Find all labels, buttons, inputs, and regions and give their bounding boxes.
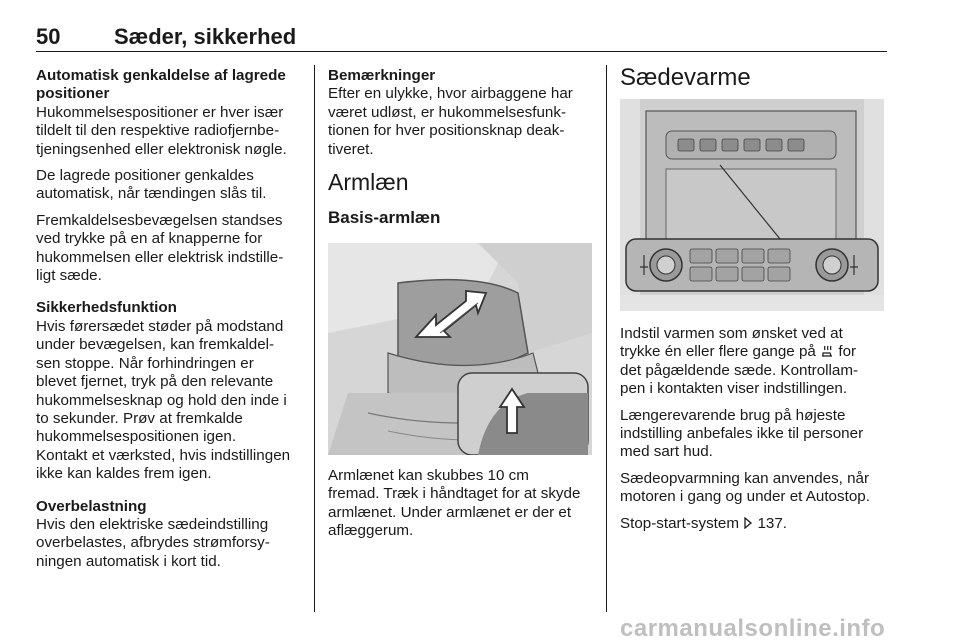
seat-heating-illustration [620,99,884,311]
watermark: carmanualsonline.info [620,615,886,642]
basic-armrest-heading: Basis-armlæn [328,208,441,228]
heat-paragraph-3: Sædeopvarmning kan anvendes, når motoren i gang og under et Autostop. [620,469,870,506]
note-paragraph: Efter en ulykke, hvor airbaggene har været udløst, er hukommelsesfunk- tionen for hver positionsknap deak- tiveret. [328,85,573,158]
armrest-illustration [328,243,592,455]
overload-heading: Overbelastning [36,497,147,515]
armrest-heading: Armlæn [328,169,409,196]
page-title: Sæder, sikkerhed [114,24,297,49]
heat-paragraph-2: Længerevarende brug på højeste indstilling anbefales ikke til personer med sart hud. [620,406,864,461]
recall-paragraph-2: De lagrede positioner genkaldes automatisk, når tændingen slås til. [36,167,267,203]
column-divider [314,65,315,612]
recall-paragraph-3: Fremkaldelsesbevægelsen standses ved trykke på en af knapperne for hukommelsen eller elektrisk indstille- ligt sæde. [36,211,284,285]
page-number: 50 [36,24,61,49]
column-right [620,63,890,541]
armrest-paragraph: Armlænet kan skubbes 10 cm fremad. Træk i håndtaget for at skyde armlænet. Under armlænet er der et aflæggerum. [328,467,581,540]
recall-heading: Automatisk genkaldelse af lagrede positioner [36,67,286,103]
safety-paragraph: Hvis førersædet støder på modstand under bevægelsen, kan fremkaldel- sen stoppe. Når forhindringen er blevet fjernet, tryk på den relevante hukommelsesknap og hold den inde i to sekunder. Prøv at fremkalde hukommelsespositionen igen. Kontakt et værksted, hvis indstillingen ikke kan kaldes frem igen. [36,317,291,483]
safety-heading: Sikkerhedsfunktion [36,299,177,317]
stop-start-link-text: Stop-start-system [620,514,739,532]
note-heading: Bemærkninger [328,67,436,84]
heat-paragraph-4 [620,515,890,533]
column-left [36,67,306,579]
page-ref-arrow-icon [743,516,753,528]
heat-paragraph-1: Indstil varmen som ønsket ved at trykke én eller flere gange på for det pågældende sæde. Kontrollam- pen i kontakten viser indstillingen. [620,325,859,398]
column-middle [328,67,598,549]
header-rule [36,51,887,52]
recall-paragraph-1: Hukommelsespositioner er hver især tildelt til den respektive radiofjernbe- tjeningsenhed eller elektronisk nøgle. [36,103,287,158]
page-header [36,24,886,54]
seat-heat-icon [820,344,834,358]
seat-heating-heading: Sædevarme [620,64,751,91]
column-divider [606,65,607,612]
overload-paragraph: Hvis den elektriske sædeindstilling overbelastes, afbrydes strømforsy- ningen automatisk i kort tid. [36,515,270,570]
page-ref-number[interactable]: 137. [757,514,788,532]
